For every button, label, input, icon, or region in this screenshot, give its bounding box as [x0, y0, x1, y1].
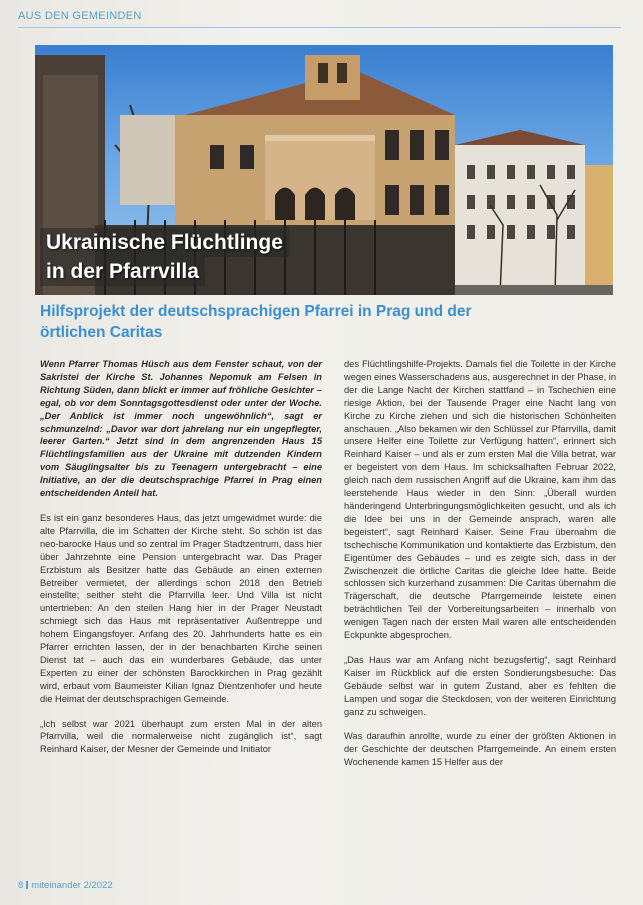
title-line-1: Ukrainische Flüchtlinge [40, 228, 289, 257]
page-number: 8 [18, 880, 24, 891]
footer-separator [26, 881, 28, 889]
magazine-issue: miteinander 2/2022 [31, 880, 113, 891]
body-paragraph: des Flüchtlingshilfe-Projekts. Damals fiel die Toilette in der Kirche wegen eines Wasserschadens aus, ausgerechnet in der Phase, in der die Lange Nacht der Kirchen stattfand – in Tschechien eine riesige Aktion, bei der Tausende Prager eine Nacht lang von Kirche zu Kirche ziehen und sich die historischen Schönheiten anschauen. „Also bekamen wir den Schlüssel zur Pfarrvilla, damit unsere Helfer eine Toilette zur Verfügung hatten“, erinnert sich Reinhard Kaiser – und als er zum ersten Mal die Villa betrat, war er begeistert von dem Haus. Im schicksalhaften Februar 2022, gleich nach dem russischen Angriff auf die Ukraine, kam ihm das leerstehende Haus wieder in den Sinn: „Überall wurden händeringend Unterbringungsmöglichkeiten gesucht, und als ich die Idee bei uns in der Gemeinde ansprach, waren alle begeistert“, sagt Reinhard Kaiser. Seine Frau übernahm die tschechische Kommunikation und kontaktierte das Erzbistum, den Eigentümer des Gebäudes – und es zeigte sich, dass in der Zwischenzeit die örtliche Caritas die gleiche Idee hatte. Beide schlossen sich kurzerhand zusammen: Die Caritas übernahm die Trägerschaft, die deutsche Pfarrgemeinde leistete einen beträchtlichen Teil der Vorbereitungsarbeiten – innerhalb von wenigen Tagen nach der ersten Mail waren alle entscheidenden Eckpunkte abgesprochen. [344, 359, 617, 641]
section-label: AUS DEN GEMEINDEN [18, 10, 142, 22]
right-column [344, 358, 616, 769]
article-title [40, 228, 289, 286]
body-paragraph: „Ich selbst war 2021 überhaupt zum ersten Mal in der alten Pfarrvilla, weil die normalerweise nicht zugänglich ist“, sagt Reinhard Kaiser, der Mesner der Gemeinde und Initiator [40, 718, 322, 755]
title-line-2: in der Pfarrvilla [40, 257, 205, 286]
lead-paragraph: Wenn Pfarrer Thomas Hüsch aus dem Fenster schaut, von der Sakristei der Kirche St. Johannes Nepomuk am Felsen in Richtung Süden, dann blickt er immer auf fröhliche Gesichter – egal, ob vor dem Sonntagsgottesdienst oder unter der Woche. „Der Anblick ist immer noch ungewöhnlich“, sagt er schmunzelnd: „Davor war dort jahrelang nur ein ungepflegter, leerer Garten.“ Jetzt sind in dem angrenzenden Haus 15 Flüchtlingsfamilien aus der Ukraine mit dutzenden Kindern vom Säuglingsalter bis zu Teenagern untergebracht – eine Initiative, an der die deutschsprachige Pfarrei in Prag einen entscheidenden Anteil hat. [40, 359, 322, 499]
body-paragraph: Es ist ein ganz besonderes Haus, das jetzt umgewidmet wurde: die alte Pfarrvilla, die im Schatten der Kirche steht. So schön ist das neo-barocke Haus und so zentral im Prager Stadtzentrum, dass hier über Jahrzehnte eine Pension untergebracht war. Das Prager Erzbistum als Besitzer hatte das Gebäude an einen externen Betreiber vermietet, der allerdings schon 2018 den Betrieb einstellte; seither steht die Pfarrvilla leer. Und Villa ist nicht untertrieben: An den steilen Hang hier in der Prager Neustadt schmiegt sich das Haus mit repräsentativer Außentreppe und hohem Eingangsfoyer. Anfang des 20. Jahrhunderts hatte es ein Pfarrer errichten lassen, der in der benachbarten Kirche seinen Dienst tat – auch das ein wunderbares Gebäude, das unter Experten zu einer der schönsten Barockkirchen in Prag gezählt wird, erbaut vom Baumeister Kilian Ignaz Dientzenhofer und heute die Heimat der deutschsprachigen Gemeinde. [40, 512, 322, 704]
body-paragraph: „Das Haus war am Anfang nicht bezugsfertig“, sagt Reinhard Kaiser im Rückblick auf die ersten Sondierungsbesuche: Das Gebäude selbst war in gutem Zustand, aber es fehlten die Lampen und sogar die Steckdosen, von der weiteren Einrichtung ganz zu schweigen. [344, 654, 616, 717]
article-subtitle [40, 301, 600, 343]
left-column [40, 358, 322, 756]
section-divider [18, 27, 621, 28]
subtitle-line-1: Hilfsprojekt der deutschsprachigen Pfarrei in Prag und der [40, 303, 472, 320]
body-paragraph: Was daraufhin anrollte, wurde zu einer der größten Aktionen in der Geschichte der deutschen Pfarrgemeinde. An einem ersten Wochenende kamen 15 Helfer aus der [344, 731, 616, 768]
subtitle-line-2: örtlichen Caritas [40, 324, 163, 341]
page-footer [18, 880, 113, 891]
